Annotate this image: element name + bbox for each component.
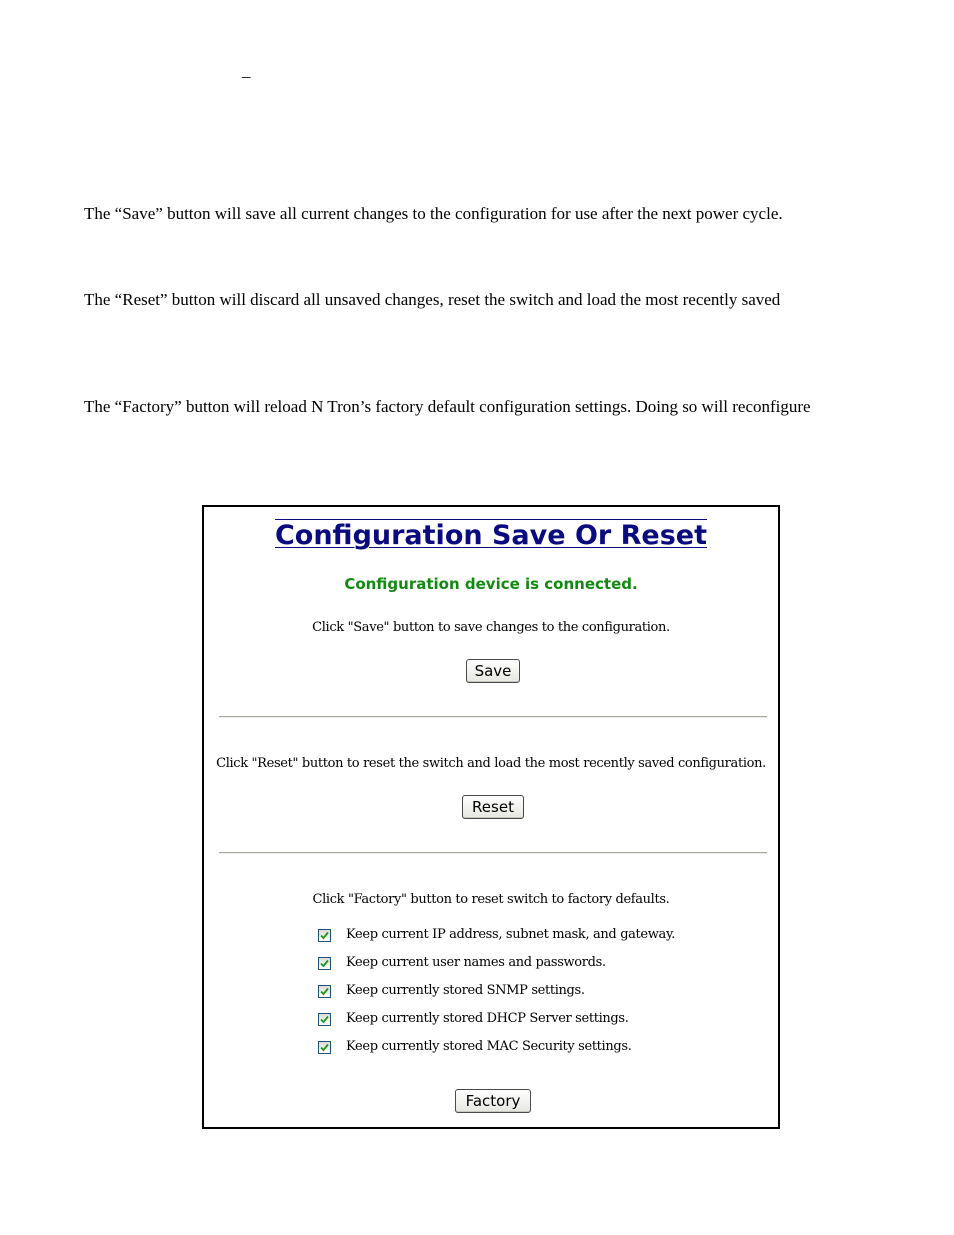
- checkmark-icon: [320, 1015, 329, 1024]
- checkmark-icon: [320, 959, 329, 968]
- keep-dhcp-checkbox[interactable]: [318, 1013, 331, 1026]
- configuration-screenshot: [202, 505, 780, 1129]
- checkmark-icon: [320, 987, 329, 996]
- reset-description: The “Reset” button will discard all unsaved changes, reset the switch and load the most recently saved: [84, 290, 781, 309]
- keep-ip-label: Keep current IP address, subnet mask, and gateway.: [346, 927, 676, 942]
- section-divider: [219, 852, 767, 854]
- config-page-title-text: Configuration Save Or Reset: [274, 520, 708, 551]
- keep-snmp-checkbox[interactable]: [318, 985, 331, 998]
- save-button[interactable]: Save: [466, 659, 520, 683]
- keep-ip-checkbox[interactable]: [318, 929, 331, 942]
- reset-instruction: Click "Reset" button to reset the switch and load the most recently saved configuration.: [216, 756, 766, 771]
- connection-status: Configuration device is connected.: [344, 575, 638, 593]
- config-page-title: [204, 519, 778, 553]
- keep-mac-checkbox[interactable]: [318, 1041, 331, 1054]
- keep-users-label: Keep current user names and passwords.: [346, 955, 606, 970]
- keep-mac-label: Keep currently stored MAC Security settings.: [346, 1039, 632, 1054]
- save-description: The “Save” button will save all current changes to the configuration for use after the next power cycle.: [84, 204, 783, 223]
- factory-description: The “Factory” button will reload N Tron’s factory default configuration settings. Doing so will reconfigure: [84, 397, 811, 416]
- keep-snmp-label: Keep currently stored SNMP settings.: [346, 983, 585, 998]
- keep-users-checkbox[interactable]: [318, 957, 331, 970]
- keep-dhcp-label: Keep currently stored DHCP Server settings.: [346, 1011, 629, 1026]
- reset-button[interactable]: Reset: [462, 795, 524, 819]
- underscore-mark: _: [242, 61, 251, 80]
- factory-button[interactable]: Factory: [455, 1089, 531, 1113]
- checkmark-icon: [320, 1043, 329, 1052]
- factory-instruction: Click "Factory" button to reset switch to factory defaults.: [312, 892, 670, 907]
- checkmark-icon: [320, 931, 329, 940]
- save-instruction: Click "Save" button to save changes to the configuration.: [312, 620, 670, 635]
- section-divider: [219, 716, 767, 718]
